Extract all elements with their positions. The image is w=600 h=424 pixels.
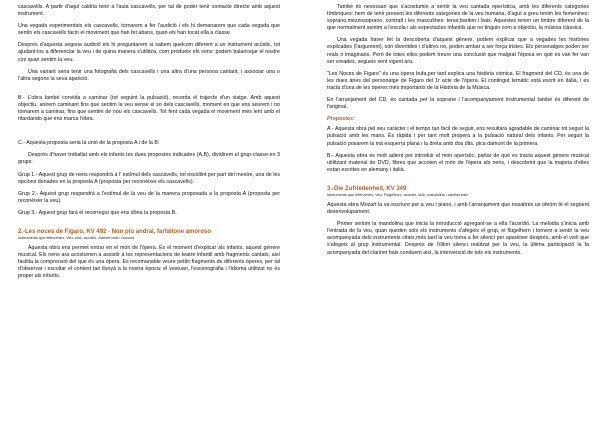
- right-paragraph-4: En l'arranjament del CD, és cantada per la soprano i l'acompanyament instrumental també és diferent de l'original.: [327, 97, 589, 111]
- propostes-label: Propostes:: [327, 116, 355, 123]
- left-paragraph-8: Grup 1.- Aquest grup de nens respondrà a l' estímul dels cascavells, tot escollint per part del mestre, una de les opcions donades en la proposta A (proposta per reconèixer els cascavells).: [18, 171, 280, 185]
- right-paragraph-7: Aquesta obra Mozart la va escriure per a veu i piano, i amb l'arranjament que nosaltres us oferim té el següent desenvolupament:: [327, 201, 589, 216]
- left-column: [18, 4, 280, 286]
- left-paragraph-11: Aquesta obra ens permet entrar en el món de l'òpera. És el moment d'explicar als infants, aquest gènere musical. Els nens ara acostumen a assistir a les representacions de teatre infantil amb fragments cantats, així facilita la comprensió del que és una òpera. Es recomanable veure petits fragments de diferents òperes, per tal d'observar i escoltar el context tan llunyà a la nostra època: el vestuari, l'escenografia i l'idioma utilitzat no és proper als infants.: [18, 245, 280, 280]
- section-instruments-note-2: Instruments que intervenen: Veu, Flügelhorn, acordió, violí, mandolina i clarinet baix: [327, 192, 468, 197]
- section-heading-zufriedenheit: 3.-Die Zufriedenheit, KV 349: [327, 185, 407, 192]
- right-column: [327, 4, 589, 262]
- right-paragraph-3: "Les Noces de Figaro" és una òpera bufa,per tant explica una història còmica. El fragment del CD, és una de les dues àries del personatge de Figaro del 1r acte de l'òpera. El contingut temàtic està escrit en italià, i es tracta d'una de les òperes més importants de la Història de la Música.: [327, 70, 589, 91]
- left-paragraph-9: Grup 2.- Aquest grup respondrà a l'estímul de la veu de la manera proposada a la proposta A (proposta per reconèixer la veu).: [18, 190, 280, 204]
- right-paragraph-6: B.- Aquesta obra és molt adient per introduir el món operístic, partar de què es tracta aquest gènere musical utilitzant material de DVD, fibres que accoten el món de l'òpera als nens, i descobrint que la majoria d'elles estan escrites en alemany i italià.: [327, 152, 589, 173]
- left-paragraph-6: C.- Aquesta proposta seria la unió de la proposta A i de la B:: [18, 140, 160, 147]
- right-paragraph-8: Primer sentim la mandolina que inicia la introducció agregant-se a ella l'acordió. La melodia s'inicia amb l'entrada de la veu, quan queden sols els instruments s'afegeix el grup, el flügelhorn i tornem a sentir la veu acompanyada dels instruments citats,més tard la veu torna a fer silenci per aparèixer després, amb el violí que s'afegeix al grup instrumental. Després de l'últim silenci realitzat per la veu, la última participació la fa acompanyada del clarinet baix conduent així, la intervenció de tots els instruments.: [327, 221, 589, 256]
- right-paragraph-5: A.- Aquesta obra pel seu caràcter i el tempo tan fàcil de seguir, ens resultarà agradable de caminar tot seguir la pulsació amb les mans. És ràpida i per tant molt propera a la pulsació natural dels infants. Per seguir la pulsació posarem la mà esquerra plana i la dreta amb dos dits, pica damunt de la primera.: [327, 126, 589, 147]
- section-heading-figaro: 2.-Les noces de Figaro, KV 492 - Non più andrai, farfallone amoroso: [18, 228, 212, 235]
- left-paragraph-4: Una variant seria tenir una fotografia dels cascavells i una altra d'una persona cantant, i associar una o l'altra segons la seva aparició.: [18, 68, 280, 82]
- left-paragraph-3: Després d'aquesta segona audició els hi preguntarem si sabem quelcom diferent a un instrument acústic, tot ajudant-los a diferenciar la veu i de quina manera s'utilitza, com produeix els sons: podem balancejar el nostre cos quan sentim la veu.: [18, 42, 280, 63]
- section-instruments-note: Instruments que intervenen: Veu, violí, acordió, clarinet baix i Douces: [18, 236, 135, 241]
- right-paragraph-1: També és necessari que s'acostumin a sentir la veu cantada operística, amb les diferents categories tímbriques: hem de tenir present les diferents categories de la veu humana, d'agut a greu tenim les femenines: soprano,mezzosoprano, contralt i les masculines: tenor,bariton i baix. Aquestes tenen un timbre diferent de la que normalment sentim a l'escola i als espectacles infantils que no tinguin com a objectiu, la música clàssica.: [327, 4, 589, 32]
- left-paragraph-5: B.- L'obra també convida a caminar (tot seguint la pulsació), recorda el trajecte d'un viatge. Amb aquest objectiu, anirem caminant fins que sentim la veu sense el so dels cascavells, moment en que ens seurem i no tornarem a caminar, fins que sentim de nou els cascavells. Tot fent cada vegada el moviment més lent amb el ritardando que ens marca l'obra.: [18, 94, 280, 123]
- left-paragraph-1: cascavells. A partir d'aquí caldria tenir a l'aula cascavells, per tal de poder tenir contacte directe amb aquest instrument.: [18, 4, 280, 18]
- left-paragraph-7: Després d'haver treballat amb els infants les dues propostes indicades (A,B), dividirem el grup-classe en 3 grups:: [18, 152, 280, 166]
- left-paragraph-2: Una vegada experimentats els cascavells, tornarem a fer l'audició i els hi demanarem que cada vegada que sentin els cascavells facin el moviment que han fet abans, quan els han tocat ella a classe.: [18, 23, 280, 37]
- left-paragraph-10: Grup 3.- Aquest grup farà el recorregut que ens dóna la proposta B.: [18, 209, 177, 216]
- right-paragraph-2: Una vegada haver fet la descoberta d'aquest gènere, podem explicar que a vegades les històries explicades (l'argument), són divertides i d'altres no, poden ambar a ser força tristes. Els personatges poden ser reals o imaginaris. Però de totes elles podem treure una conclusió que malgrat l'època en què es van fer van ser creades, segueix sent vigent ara.: [327, 37, 589, 65]
